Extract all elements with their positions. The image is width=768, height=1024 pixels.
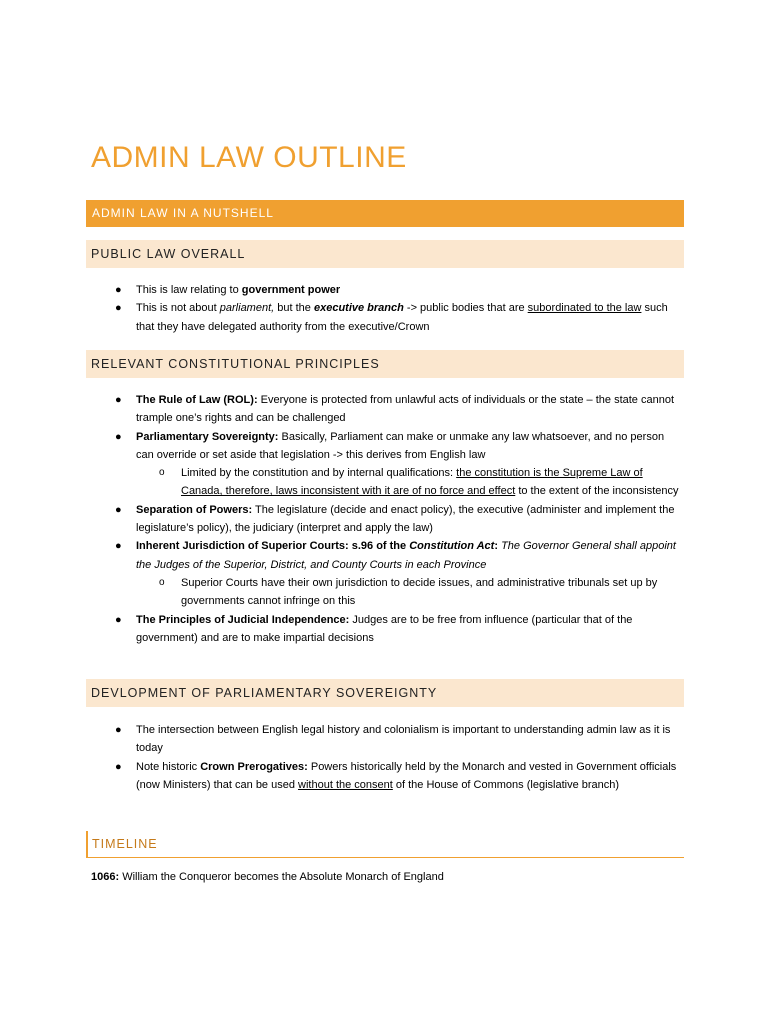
bold-text: Crown Prerogatives:: [200, 760, 308, 773]
bullet-icon: ●: [115, 760, 122, 773]
development-list: [115, 721, 684, 794]
text: -> public bodies that are: [403, 302, 528, 315]
bullet-icon: ●: [115, 724, 122, 736]
text: such that they have delegated authority from the executive/Crown: [136, 302, 668, 333]
bold-text: The Principles of Judicial Independence:: [136, 613, 350, 626]
text: Powers historically held by the Monarch and vested in Government officials (now Ministers) that can be used: [136, 760, 677, 791]
underlined-text: without the consent: [298, 778, 393, 791]
bold-italic-text: executive branch: [313, 302, 404, 315]
bullet-icon: ●: [115, 430, 122, 443]
text: Superior Courts have their own jurisdiction to decide issues, and administrative tribunals set up by governments cannot infringe on this: [181, 576, 658, 608]
bold-text: Parliamentary Sovereignty:: [136, 430, 279, 443]
subheading-timeline: TIMELINE: [86, 831, 684, 858]
sub-bullet-icon: o: [159, 576, 165, 588]
sub-list-item: [159, 464, 684, 501]
list-item: [115, 299, 684, 336]
text: The legislature (decide and enact policy), the executive (administer and implement the legislature’s policy), the judiciary (interpret and apply the law): [136, 503, 675, 535]
list-item: [115, 537, 684, 574]
bold-italic-text: Constitution Act: [409, 540, 495, 553]
list-item: [115, 721, 684, 758]
bullet-icon: ●: [115, 503, 122, 516]
subheading-public-law: PUBLIC LAW OVERALL: [86, 240, 684, 268]
text: but the: [274, 302, 314, 315]
underlined-text: subordinated to the law: [527, 302, 642, 315]
bold-text: Inherent Jurisdiction of Superior Courts: s.96 of the: [136, 540, 410, 553]
underlined-text: the constitution is the Supreme Law of Canada, therefore, laws inconsistent with it are of no force and effect: [181, 467, 643, 498]
bullet-icon: ●: [115, 540, 122, 553]
bold-text: government power: [241, 284, 341, 296]
sub-bullet-icon: o: [159, 467, 165, 479]
text: William the Conqueror becomes the Absolute Monarch of England: [119, 871, 444, 883]
text: to the extent of the inconsistency: [515, 485, 679, 498]
bold-text: Separation of Powers:: [136, 503, 253, 516]
text: This is not about: [136, 302, 220, 315]
text: Everyone is protected from unlawful acts of individuals or the state – the state cannot trample one’s rights and can be challenged: [136, 394, 675, 425]
text: of the House of Commons (legislative branch): [392, 778, 620, 791]
public-law-list: [115, 281, 684, 336]
bullet-icon: ●: [115, 302, 122, 315]
text: Judges are to be free from influence (particular that of the government) and are to make impartial decisions: [136, 613, 633, 644]
list-item: [115, 758, 684, 795]
text: Basically, Parliament can make or unmake any law whatsoever, and no person can override or set aside that legislation -> this derives from English law: [136, 430, 665, 461]
document-title: ADMIN LAW OUTLINE: [91, 141, 407, 174]
bullet-icon: ●: [115, 613, 122, 626]
text: This is law relating to: [136, 284, 242, 296]
text: Limited by the constitution and by internal qualifications:: [181, 467, 457, 480]
bullet-icon: ●: [115, 394, 122, 406]
principles-list: [115, 391, 684, 647]
section-heading-nutshell: ADMIN LAW IN A NUTSHELL: [86, 200, 684, 227]
bullet-icon: ●: [115, 284, 122, 296]
list-item: [115, 611, 684, 648]
list-item: [115, 281, 684, 299]
text: Note historic: [136, 760, 201, 773]
list-item: [115, 428, 684, 465]
sub-list-item: [159, 574, 684, 611]
timeline-entry: [91, 868, 681, 886]
bold-text: The Rule of Law (ROL):: [136, 394, 258, 406]
list-item: [115, 391, 684, 428]
text: The intersection between English legal history and colonialism is important to understanding admin law as it is today: [136, 724, 671, 755]
italic-text: The Governor General shall appoint the Judges of the Superior, District, and County Courts in each Province: [136, 540, 676, 571]
subheading-development: DEVLOPMENT OF PARLIAMENTARY SOVEREIGNTY: [86, 679, 684, 707]
subheading-constitutional-principles: RELEVANT CONSTITUTIONAL PRINCIPLES: [86, 350, 684, 378]
bold-text: :: [494, 540, 499, 553]
italic-text: parliament,: [219, 302, 275, 315]
bold-text: 1066:: [91, 871, 120, 883]
list-item: [115, 501, 684, 538]
